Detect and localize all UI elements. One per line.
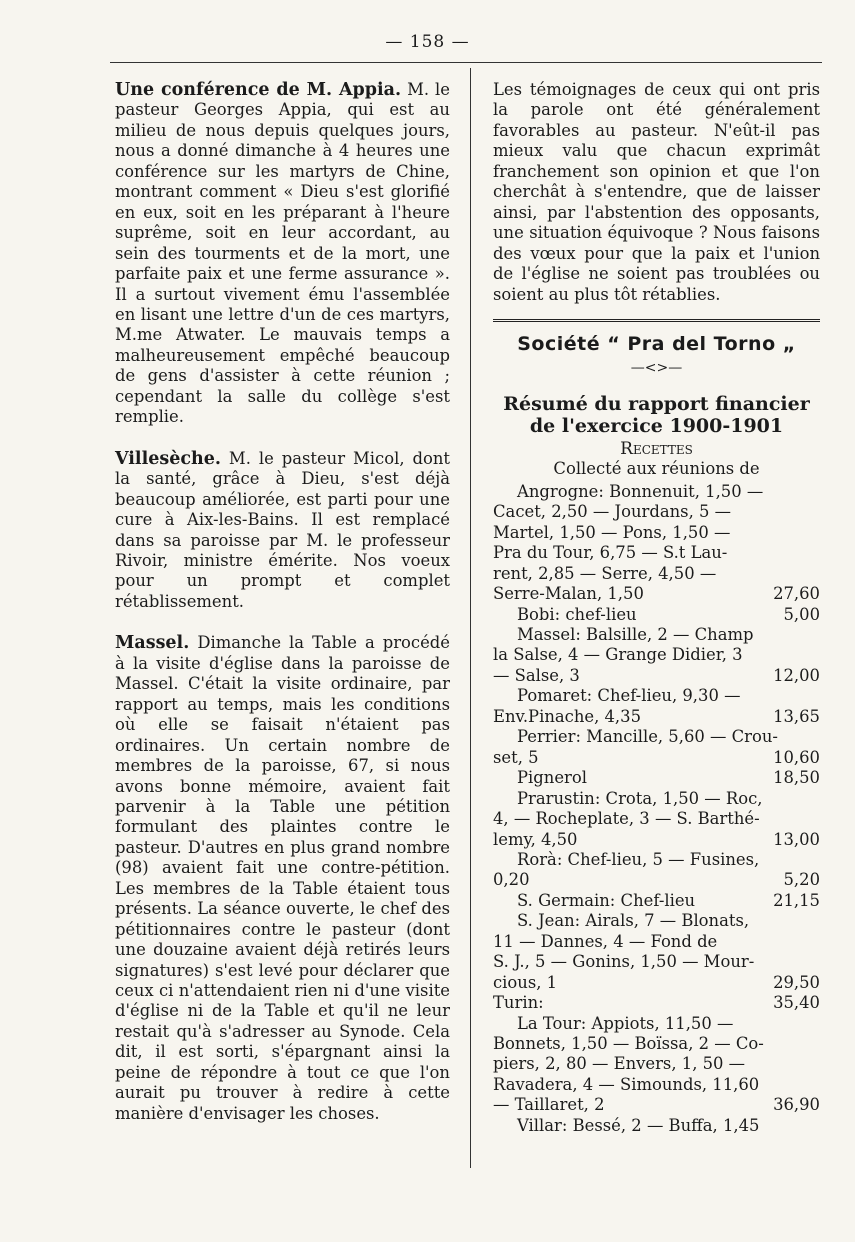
receipt-line — [493, 482, 820, 502]
receipt-text: Cacet, 2,50 — Jourdans, 5 — — [493, 502, 732, 522]
receipt-amount — [765, 543, 820, 563]
receipt-text: lemy, 4,50 — [493, 829, 578, 849]
receipt-line — [493, 686, 820, 706]
header-rule — [110, 62, 822, 63]
receipt-line — [493, 1054, 820, 1074]
right-column — [493, 80, 820, 1136]
receipt-amount — [778, 727, 833, 747]
receipt-line — [493, 584, 820, 604]
receipt-text: Env.Pinache, 4,35 — [493, 706, 641, 726]
receipt-amount — [765, 482, 820, 502]
text-massel: Dimanche la Table a procédé à la visite d'église dans la paroisse de Massel. C'était la visite ordinaire, par rapport au temps, mais les conditions où elle se faisait n'étaient pas ordinaires. Un certain nombre de membres de la paroisse, 67, si nous avons bonne mémoire, avaient fait parvenir à la Table une pétition formulant des plaintes contre le pasteur. D'autres en plus grand nombre (98) avaient fait une contre-pétition. Les membres de la Table étaient tous présents. La séance ouverte, le chef des pétitionnaires contre le pasteur (dont une douzaine avaient déjà retirés leurs signatures) s'est levé pour déclarer que ceux ci n'attendaient rien ni d'une visite d'église ni de la Table et qu'il ne leur restait qu'à s'adresser au Synode. Cela dit, il est sorti, s'épargnant ainsi la peine de répondre à tout ce que l'on aurait pu trouver à redire à cette manière d'envisager les choses. — [115, 633, 451, 1123]
receipt-amount — [765, 911, 820, 931]
receipt-line — [493, 850, 820, 870]
receipt-amount: 35,40 — [773, 993, 820, 1013]
receipt-text: La Tour: Appiots, 11,50 — — [517, 1013, 734, 1033]
receipt-text: 0,20 — [493, 870, 530, 890]
receipt-amount — [765, 1014, 820, 1034]
receipt-text: Prarustin: Crota, 1,50 — Roc, — [517, 788, 763, 808]
society-heading: Société “ Pra del Torno „ — [517, 332, 796, 355]
receipt-line — [493, 973, 820, 993]
receipt-line — [493, 1034, 820, 1054]
article-villeseche — [115, 449, 450, 613]
receipt-amount — [765, 686, 820, 706]
receipt-amount: 18,50 — [773, 768, 820, 788]
receipt-line — [493, 870, 820, 890]
receipt-line — [493, 993, 820, 1013]
receipt-line — [493, 605, 820, 625]
receipt-line — [493, 809, 820, 829]
receipt-line — [493, 1095, 820, 1115]
receipt-amount — [765, 789, 820, 809]
receipt-line — [493, 891, 820, 911]
receipt-text: Martel, 1,50 — Pons, 1,50 — — [493, 522, 731, 542]
receipt-text: Angrogne: Bonnenuit, 1,50 — — [517, 481, 764, 501]
ornament-divider: —<>— — [630, 360, 683, 377]
receipt-text: Ravadera, 4 — Simounds, 11,60 — [493, 1074, 760, 1094]
receipt-amount — [765, 1075, 820, 1095]
article-massel — [115, 633, 450, 1124]
receipt-amount: 5,00 — [783, 604, 820, 624]
section-rule — [493, 319, 820, 322]
text-villeseche: M. le pasteur Micol, dont la santé, grâce à Dieu, s'est déjà beaucoup améliorée, est parti pour une cure à Aix-les-Bains. Il est remplacé dans sa paroisse par M. le professeur Rivoir, ministre émérite. Nos voeux pour un prompt et complet rétablissement. — [115, 448, 450, 611]
receipt-text: set, 5 — [493, 747, 539, 767]
receipt-text: Villar: Bessé, 2 — Buffa, 1,45 — [517, 1115, 760, 1135]
receipt-text: — Taillaret, 2 — [493, 1095, 605, 1115]
receipt-line — [493, 748, 820, 768]
receipt-text: Massel: Balsille, 2 — Champ — [517, 624, 754, 644]
receipt-line — [493, 1075, 820, 1095]
receipt-amount — [765, 1034, 820, 1054]
receipt-amount — [765, 932, 820, 952]
receipts-list — [493, 482, 820, 1137]
receipt-text: Pomaret: Chef-lieu, 9,30 — — [517, 686, 741, 706]
receipt-line — [493, 523, 820, 543]
receipt-text: piers, 2, 80 — Envers, 1, 50 — — [493, 1054, 746, 1074]
receipt-line — [493, 645, 820, 665]
report-title-line2: de l'exercice 1900-1901 — [529, 414, 784, 437]
receipt-text: 4, — Rocheplate, 3 — S. Barthé- — [493, 809, 760, 829]
receipt-amount: 29,50 — [773, 972, 820, 992]
article-appia — [115, 80, 450, 428]
receipt-line — [493, 543, 820, 563]
heading-massel: Massel. — [115, 633, 190, 654]
receipt-line — [493, 727, 820, 747]
text-appia: M. le pasteur Georges Appia, qui est au milieu de nous depuis quelques jours, nous a donné dimanche à 4 heures une conférence sur les martyrs de Chine, montrant comment « Dieu s'est glorifié en eux, soit en les préparant à l'heure suprême, soit en leur accordant, au sein des tourments et de la mort, une parfaite paix et une ferme assurance ». Il a surtout vivement ému l'assemblée en lisant une lettre d'un de ces martyrs, M.me Atwater. Le mauvais temps a malheureusement empêché beaucoup de gens d'assister à cette réunion ; cependant la salle du collège s'est remplie. — [115, 80, 450, 427]
receipt-text: Rorà: Chef-lieu, 5 — Fusines, — [517, 849, 760, 869]
receipt-line — [493, 1116, 820, 1136]
receipt-amount — [765, 1116, 820, 1136]
receipt-line — [493, 911, 820, 931]
receipt-line — [493, 666, 820, 686]
receipt-amount — [765, 952, 820, 972]
left-column — [115, 80, 450, 1145]
receipt-text: Perrier: Mancille, 5,60 — Crou- — [517, 727, 778, 747]
receipt-line — [493, 707, 820, 727]
receipt-amount: 12,00 — [773, 665, 820, 685]
receipt-amount: 36,90 — [773, 1095, 820, 1115]
receipt-text: cious, 1 — [493, 972, 558, 992]
receipt-text: Serre-Malan, 1,50 — [493, 584, 644, 604]
receipt-amount — [765, 502, 820, 522]
receipt-amount — [765, 564, 820, 584]
column-divider — [470, 68, 471, 1168]
massel-continuation: Les témoignages de ceux qui ont pris la parole ont été généralement favorables au pasteur. N'eût-il pas mieux valu que chacun exprimât franchement son opinion et que l'on cherchât à s'entendre, que de laisser ainsi, par l'abstention des opposants, une situation équivoque ? Nous faisons des vœux pour que la paix et l'union de l'église ne soient pas troublées ou soient au plus tôt rétablies. — [493, 80, 820, 304]
page-number: — 158 — — [385, 32, 470, 52]
recettes-label: Recettes — [620, 438, 693, 459]
receipt-text: Turin: — [493, 993, 544, 1013]
receipt-amount — [765, 1054, 820, 1074]
receipt-amount — [765, 523, 820, 543]
receipt-amount: 21,15 — [773, 890, 820, 910]
receipt-amount: 5,20 — [783, 870, 820, 890]
receipt-line — [493, 625, 820, 645]
report-title-line1: Résumé du rapport financier — [503, 392, 810, 415]
receipt-text: — Salse, 3 — [493, 665, 580, 685]
receipt-text: Bobi: chef-lieu — [517, 604, 637, 624]
receipt-amount: 10,60 — [773, 747, 820, 767]
receipt-text: Pra du Tour, 6,75 — S.t Lau- — [493, 543, 728, 563]
receipt-amount — [765, 850, 820, 870]
heading-appia: Une conférence de M. Appia. — [115, 80, 402, 100]
receipt-line — [493, 830, 820, 850]
collecte-label: Collecté aux réunions de — [553, 459, 760, 479]
receipt-text: rent, 2,85 — Serre, 4,50 — — [493, 563, 717, 583]
receipt-line — [493, 564, 820, 584]
receipt-amount: 13,00 — [773, 829, 820, 849]
receipt-line — [493, 952, 820, 972]
receipt-line — [493, 1014, 820, 1034]
receipt-amount — [765, 809, 820, 829]
receipt-text: S. J., 5 — Gonins, 1,50 — Mour- — [493, 952, 755, 972]
receipt-line — [493, 768, 820, 788]
receipt-amount — [765, 625, 820, 645]
receipt-text: S. Germain: Chef-lieu — [517, 890, 696, 910]
receipt-text: S. Jean: Airals, 7 — Blonats, — [517, 911, 750, 931]
receipt-line — [493, 789, 820, 809]
receipt-amount — [765, 645, 820, 665]
heading-villeseche: Villesèche. — [115, 448, 221, 469]
receipt-amount: 27,60 — [773, 584, 820, 604]
receipt-text: Bonnets, 1,50 — Boïssa, 2 — Co- — [493, 1034, 764, 1054]
receipt-text: 11 — Dannes, 4 — Fond de — [493, 931, 718, 951]
receipt-line — [493, 932, 820, 952]
receipt-line — [493, 502, 820, 522]
receipt-amount: 13,65 — [773, 706, 820, 726]
receipt-text: la Salse, 4 — Grange Didier, 3 — [493, 645, 743, 665]
receipt-text: Pignerol — [517, 768, 587, 788]
